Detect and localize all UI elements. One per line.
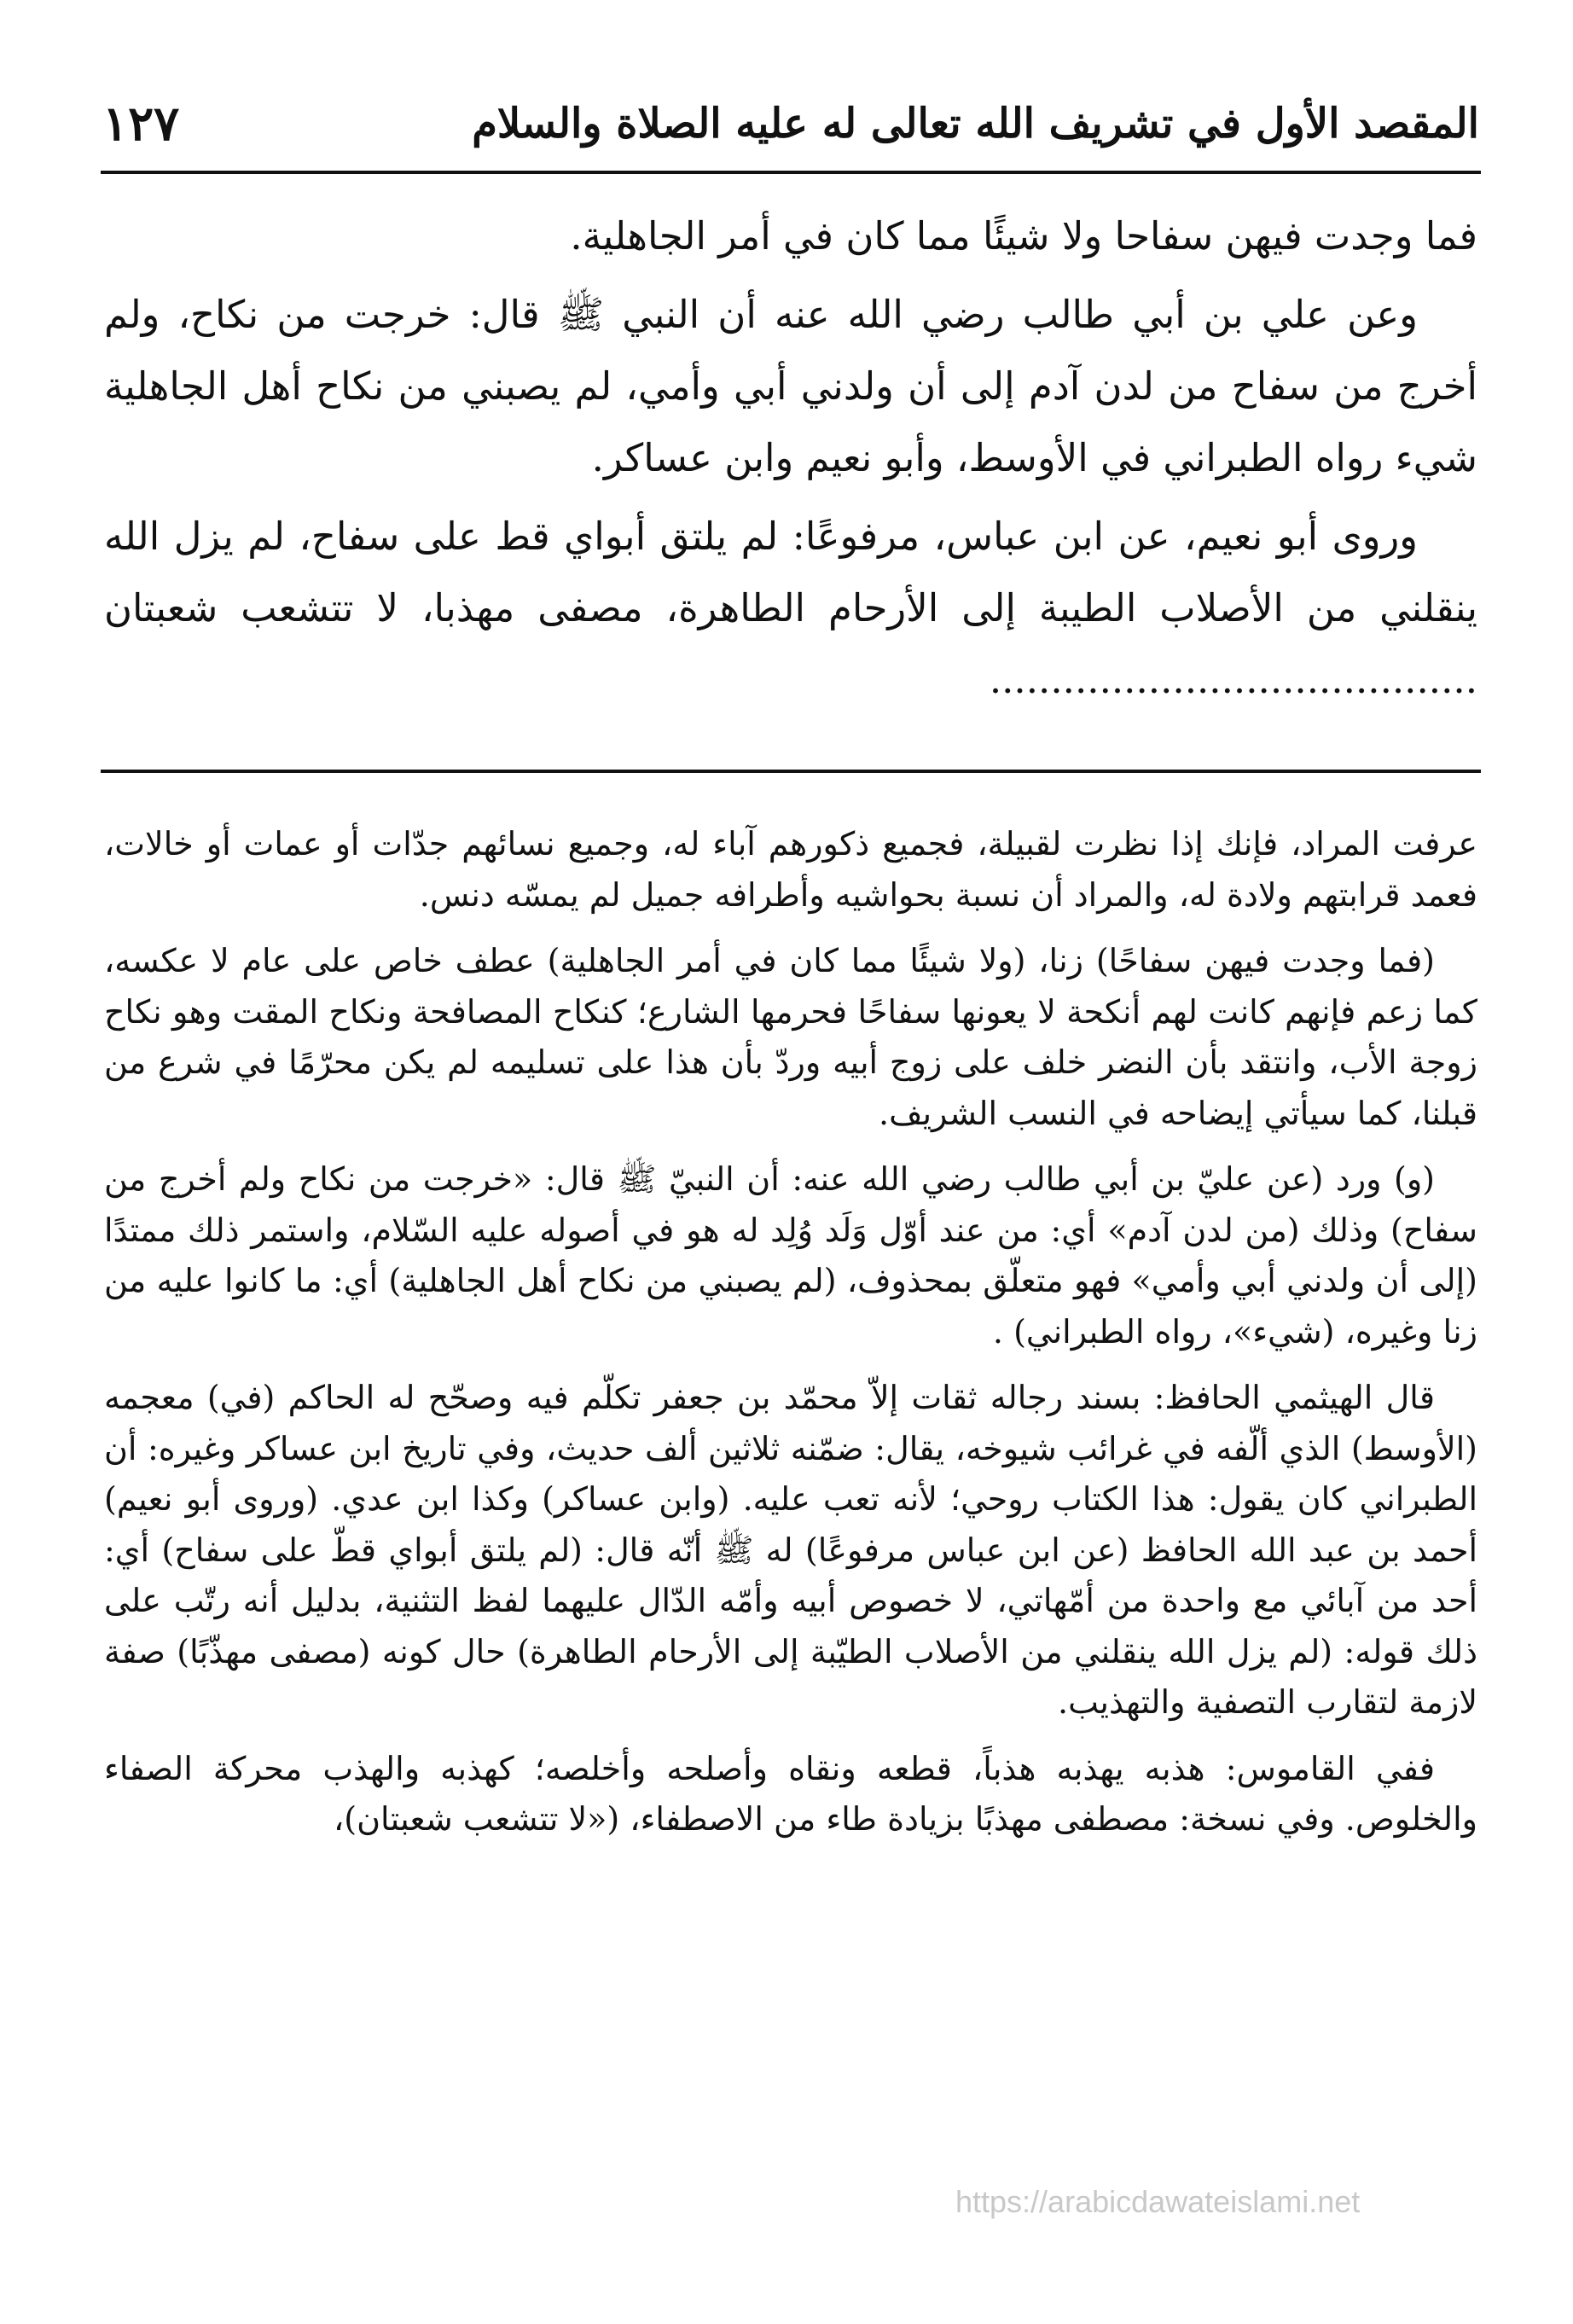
commentary-paragraph: قال الهيثمي الحافظ: بسند رجاله ثقات إلاّ محمّد بن جعفر تكلّم فيه وصحّح له الحاكم (في) معجمه (الأوسط) الذي ألّفه في غرائب شيوخه، يقال: ضمّنه ثلاثين ألف حديث، وفي تاريخ ابن عساكر وغيره: أن الطبراني كان يقول: هذا الكتاب روحي؛ لأنه تعب عليه. (وابن عساكر) وكذا ابن عدي. (وروى أبو نعيم) أحمد بن عبد الله الحافظ (عن ابن عباس مرفوعًا) له ﷺ أنّه قال: (لم يلتق أبواي قطّ على سفاح) أي: أحد من آبائي مع واحدة من أمّهاتي، لا خصوص أبيه وأمّه الدّال عليهما لفظ التثنية، بدليل أنه رتّب على ذلك قوله: (لم يزل الله ينقلني من الأصلاب الطيّبة إلى الأرحام الطاهرة) حال كونه (مصفى مهذّبًا) صفة لازمة لتقارب التصفية والتهذيب. bbox=[104, 1379, 1477, 1721]
commentary-paragraph: (و) ورد (عن عليّ بن أبي طالب رضي الله عنه: أن النبيّ ﷺ قال: «خرجت من نكاح ولم أخرج من سفاح) وذلك (من لدن آدم» أي: من عند أوّل وَلَد وُلِد له هو في أصوله عليه السّلام، واستمر ذلك ممتدًا (إلى أن ولدني أبي وأمي» فهو متعلّق بمحذوف، (لم يصبني من نكاح أهل الجاهلية) أي: ما كانوا عليه من زنا وغيره، (شيء»، رواه الطبراني) . bbox=[104, 1160, 1477, 1351]
running-title: المقصد الأول في تشريف الله تعالى له عليه الصلاة والسلام bbox=[472, 100, 1479, 148]
commentary-separator-rule bbox=[101, 770, 1481, 773]
header-rule bbox=[101, 171, 1481, 174]
commentary-paragraph: (فما وجدت فيهن سفاحًا) زنا، (ولا شيئًا مما كان في أمر الجاهلية) عطف خاص على عام لا عكسه، كما زعم فإنهم كانت لهم أنكحة لا يعونها سفاحًا فحرمها الشارع؛ كنكاح المصافحة ونكاح المقت وهو نكاح زوجة الأب، وانتقد بأن النضر خلف على زوج أبيه وردّ بأن هذا على تسليمه لم يكن محرّمًا في شرع من قبلنا، كما سيأتي إيضاحه في النسب الشريف. bbox=[104, 942, 1477, 1132]
main-text-paragraph: وعن علي بن أبي طالب رضي الله عنه أن النبي ﷺ قال: خرجت من نكاح، ولم أخرج من سفاح من لدن آدم إلى أن ولدني أبي وأمي، لم يصبني من نكاح أهل الجاهلية شيء رواه الطبراني في الأوسط، وأبو نعيم وابن عساكر. bbox=[104, 292, 1477, 480]
page-header bbox=[102, 85, 1479, 162]
main-text-paragraph bbox=[104, 501, 1477, 716]
page-number: ١٢٧ bbox=[102, 96, 180, 152]
website-watermark: https://arabicdawateislami.net bbox=[955, 2184, 1361, 2219]
commentary-text bbox=[104, 819, 1477, 1861]
continuation-dots: ........................................ bbox=[989, 657, 1477, 702]
main-text-paragraph: فما وجدت فيهن سفاحا ولا شيئًا مما كان في أمر الجاهلية. bbox=[570, 213, 1477, 259]
main-text bbox=[104, 200, 1477, 723]
commentary-paragraph: عرفت المراد، فإنك إذا نظرت لقبيلة، فجميع ذكورهم آباء له، وجميع نسائهم جدّات أو عمات أو خالات، فعمد قرابتهم ولادة له، والمراد أن نسبة بحواشيه وأطرافه جميل لم يمسّه دنس. bbox=[104, 825, 1477, 914]
main-text-span: وروى أبو نعيم، عن ابن عباس، مرفوعًا: لم يلتق أبواي قط على سفاح، لم يزل الله ينقلني من الأصلاب الطيبة إلى الأرحام الطاهرة، مصفى مهذبا، لا تتشعب شعبتان bbox=[104, 514, 1477, 630]
commentary-paragraph: ففي القاموس: هذبه يهذبه هذباً، قطعه ونقاه وأصلحه وأخلصه؛ كهذبه والهذب محركة الصفاء والخلوص. وفي نسخة: مصطفى مهذبًا بزيادة طاء من الاصطفاء، («لا تتشعب شعبتان)، bbox=[104, 1749, 1477, 1838]
